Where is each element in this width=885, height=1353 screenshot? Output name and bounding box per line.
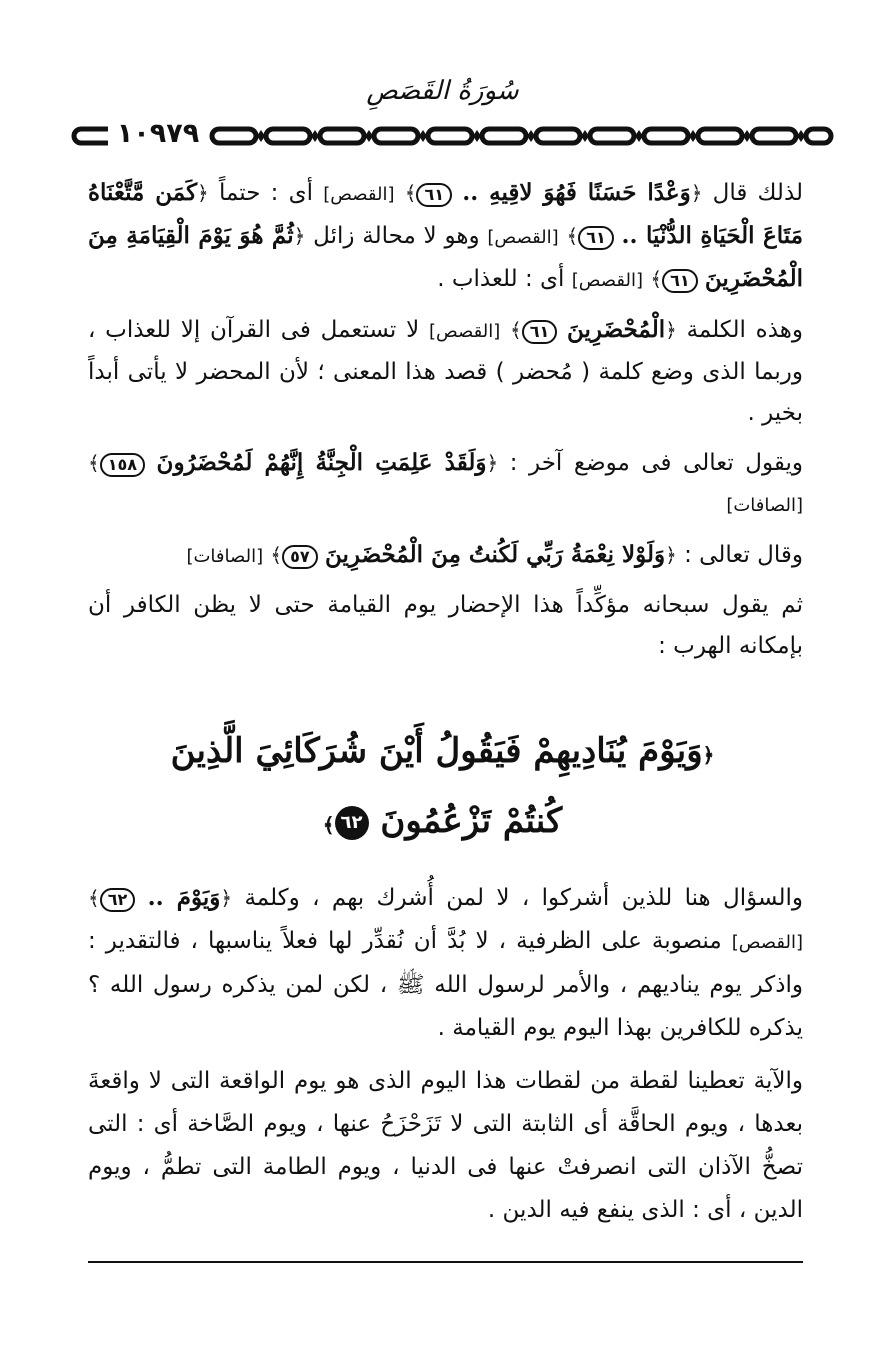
ayah-number-medallion: ٦٢ [335,806,369,840]
verse-line-2 [150,788,735,858]
ornate-bracket-icon: ﴿ [197,181,209,205]
ornate-bracket-icon: ﴿ [486,451,499,475]
verse-text: وَيَوْمَ يُنَادِيهِمْ فَيَقُولُ أَيْنَ شُرَكَائِيَ الَّذِينَ [170,731,703,771]
text-segment: لذلك قال [712,180,804,206]
surah-reference: [القصص] [428,321,501,342]
text-segment: وهذه الكلمة [686,317,804,343]
verse-line-1 [150,718,735,788]
verse-text: كُنتُمْ تَزْعُمُونَ [380,801,563,841]
paragraph-1 [88,172,803,301]
main-text-continued [88,876,803,1242]
footer-divider [88,1261,803,1263]
paragraph-6 [88,876,803,1050]
text-segment: وقال تعالى : [684,542,803,568]
ayah-number: ٦١ [416,183,452,207]
surah-reference: [القصص] [323,184,395,205]
quran-verse: وَلَقَدْ عَلِمَتِ الْجِنَّةُ إِنَّهُمْ لَمُحْضَرُونَ [156,449,487,476]
ornate-bracket-icon: ﴾ [270,543,283,567]
ornate-bracket-icon: ﴿ [702,743,715,767]
paragraph-5: ثم يقول سبحانه مؤكِّداً هذا الإحضار يوم القيامة حتى لا يظن الكافر أن بإمكانه الهرب : [88,592,803,659]
ornate-bracket-icon: ﴾ [322,813,335,837]
surah-reference: [القصص] [571,270,644,291]
paragraph-7: والآية تعطينا لقطة من لقطات هذا اليوم الذى هو يوم الواقعة التى لا واقعةَ بعدها ، ويوم الحاقَّة أى الثابتة التى لا تَزَحْزَحُ عنها ، ويوم الصَّاخة أى : التى تصخُّ الآذان التى انصرفتْ عنها فى الدنيا ، ويوم الطامة التى تطمُّ ، ويوم الدين ، أى : الذى ينفع فيه الدين . [88,1068,803,1223]
ornate-bracket-icon: ﴿ [665,318,677,342]
ayah-number: ٦٢ [100,888,136,912]
text-segment: والسؤال هنا للذين أشركوا ، لا لمن أُشرك بهم ، وكلمة [244,885,804,911]
quran-verse: وَلَوْلا نِعْمَةُ رَبِّي لَكُنتُ مِنَ الْمُحْضَرِينَ [324,541,666,568]
text-segment: ويقول تعالى فى موضع آخر : [509,450,803,476]
surah-title: سُورَةُ القَصَصِ [366,76,519,106]
quran-verse: كَمَن مَّتَّعْنَاهُ مَتَاعَ الْحَيَاةِ الدُّنْيَا .. [88,179,804,249]
text-segment: لا تستعمل فى القرآن إلا للعذاب ، وربما الذى وضع كلمة ( مُحضر ) قصد هذا المعنى ؛ لأن المحضر لا يأتى أبداً بخير . [88,317,803,426]
paragraph-2 [88,309,803,434]
surah-reference: [الصافات] [186,546,264,567]
text-segment: أى : حتماً [218,180,313,206]
paragraph-3 [88,442,803,526]
quran-verse: الْمُحْضَرِينَ [567,316,666,343]
quran-verse: وَيَوْمَ .. [147,884,221,911]
ornate-bracket-icon: ﴾ [566,224,579,248]
ayah-number: ٦١ [522,320,558,344]
ornate-bracket-icon: ﴾ [404,181,417,205]
text-segment: أى : للعذاب . [437,266,565,292]
ornate-bracket-icon: ﴿ [665,543,677,567]
ornate-bracket-icon: ﴿ [220,886,233,910]
highlighted-verse [150,718,735,858]
quran-verse: وَعْدًا حَسَنًا فَهُوَ لاقِيهِ .. [462,179,691,206]
ornate-bracket-icon: ﴾ [510,318,522,342]
ayah-number: ٥٧ [282,545,318,569]
ayah-number: ٦١ [662,269,698,293]
ayah-number: ٦١ [578,226,614,250]
text-segment: وهو لا محالة زائل [313,223,480,249]
ornate-bracket-icon: ﴿ [690,181,703,205]
surah-reference: [القصص] [731,932,803,953]
text-segment: منصوبة على الظرفية ، لا بُدَّ أن نُقدِّر لها فعلاً يناسبها ، فالتقدير : واذكر يوم يناديهم ، والأمر لرسول الله ﷺ ، لكن لمن يذكره رسول الله ؟ يذكره للكافرين بهذا اليوم يوم القيامة . [88,928,803,1041]
ornate-bracket-icon: ﴾ [88,451,100,475]
ayah-number: ١٥٨ [100,453,145,477]
paragraph-4 [88,534,803,577]
page-number: ١٠٩٧٩ [108,119,208,149]
main-text [88,172,803,675]
surah-reference: [القصص] [487,227,559,248]
ornate-bracket-icon: ﴿ [293,224,306,248]
surah-reference: [الصافات] [726,495,803,516]
ornate-bracket-icon: ﴾ [650,267,663,291]
quran-verse: ثُمَّ هُوَ يَوْمَ الْقِيَامَةِ مِنَ الْمُحْضَرِينَ [88,222,803,292]
ornate-bracket-icon: ﴾ [88,886,100,910]
